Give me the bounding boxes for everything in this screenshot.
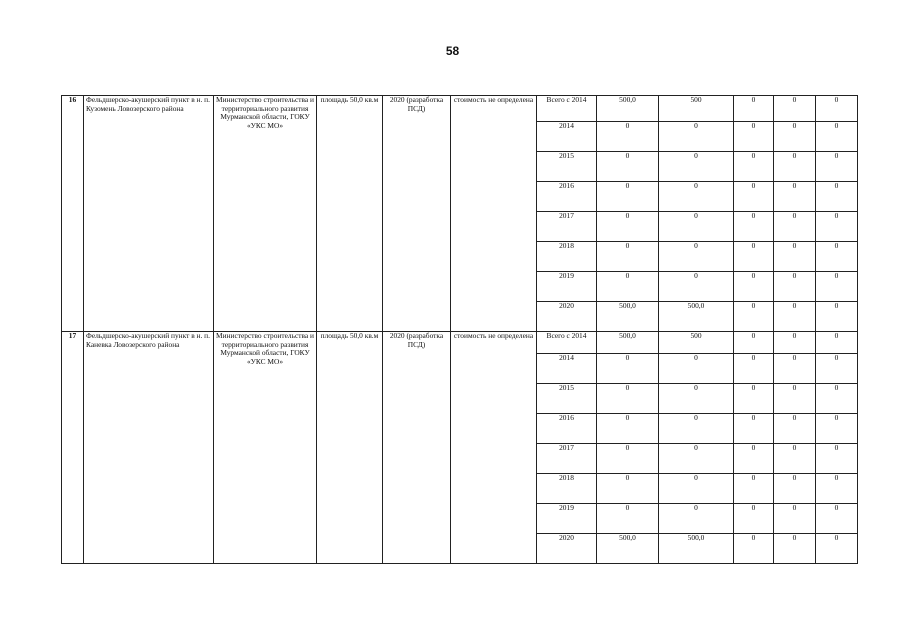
value-cell: 0 xyxy=(734,474,774,504)
year-label: Всего с 2014 xyxy=(537,332,597,354)
value-cell: 0 xyxy=(659,504,734,534)
value-cell: 0 xyxy=(659,122,734,152)
value-cell: 0 xyxy=(774,242,816,272)
value-cell: 0 xyxy=(659,212,734,242)
project-number: 16 xyxy=(62,96,84,332)
value-cell: 0 xyxy=(597,384,659,414)
year-label: 2018 xyxy=(537,242,597,272)
value-cell: 0 xyxy=(659,384,734,414)
value-cell: 0 xyxy=(816,444,858,474)
value-cell: 0 xyxy=(816,302,858,332)
value-cell: 0 xyxy=(734,354,774,384)
value-cell: 0 xyxy=(734,414,774,444)
value-cell: 0 xyxy=(816,384,858,414)
value-cell: 0 xyxy=(774,212,816,242)
year-label: 2019 xyxy=(537,272,597,302)
value-cell: 0 xyxy=(659,414,734,444)
value-cell: 0 xyxy=(734,122,774,152)
value-cell: 0 xyxy=(597,242,659,272)
value-cell: 0 xyxy=(816,474,858,504)
value-cell: 500,0 xyxy=(597,332,659,354)
project-number: 17 xyxy=(62,332,84,564)
value-cell: 0 xyxy=(816,414,858,444)
value-cell: 0 xyxy=(597,414,659,444)
value-cell: 0 xyxy=(734,504,774,534)
value-cell: 0 xyxy=(816,152,858,182)
value-cell: 0 xyxy=(774,414,816,444)
value-cell: 0 xyxy=(659,474,734,504)
value-cell: 0 xyxy=(734,242,774,272)
value-cell: 0 xyxy=(774,182,816,212)
value-cell: 0 xyxy=(816,332,858,354)
value-cell: 0 xyxy=(774,332,816,354)
year-label: 2016 xyxy=(537,414,597,444)
value-cell: 500 xyxy=(659,96,734,122)
project-cost: стоимость не определена xyxy=(451,96,537,332)
table-row xyxy=(62,96,858,122)
value-cell: 0 xyxy=(816,534,858,564)
year-label: 2019 xyxy=(537,504,597,534)
value-cell: 0 xyxy=(774,302,816,332)
project-customer: Министерство строительства и территориального развития Мурманской области, ГОКУ «УКС МО» xyxy=(214,332,317,564)
value-cell: 500,0 xyxy=(597,96,659,122)
value-cell: 0 xyxy=(816,122,858,152)
year-label: Всего с 2014 xyxy=(537,96,597,122)
value-cell: 0 xyxy=(734,534,774,564)
year-label: 2015 xyxy=(537,152,597,182)
value-cell: 0 xyxy=(774,534,816,564)
value-cell: 0 xyxy=(597,474,659,504)
project-capacity: площадь 50,0 кв.м xyxy=(317,332,383,564)
year-label: 2015 xyxy=(537,384,597,414)
value-cell: 0 xyxy=(659,272,734,302)
value-cell: 0 xyxy=(816,182,858,212)
value-cell: 0 xyxy=(659,182,734,212)
value-cell: 0 xyxy=(597,272,659,302)
value-cell: 0 xyxy=(734,212,774,242)
value-cell: 0 xyxy=(774,474,816,504)
project-cost: стоимость не определена xyxy=(451,332,537,564)
year-label: 2017 xyxy=(537,212,597,242)
project-customer: Министерство строительства и территориального развития Мурманской области, ГОКУ «УКС МО» xyxy=(214,96,317,332)
value-cell: 0 xyxy=(816,504,858,534)
year-label: 2014 xyxy=(537,354,597,384)
value-cell: 0 xyxy=(597,182,659,212)
value-cell: 0 xyxy=(734,272,774,302)
project-name: Фельдшерско-акушерский пункт в н. п. Каневка Ловозерского района xyxy=(84,332,214,564)
value-cell: 0 xyxy=(597,354,659,384)
value-cell: 0 xyxy=(774,354,816,384)
year-label: 2016 xyxy=(537,182,597,212)
value-cell: 0 xyxy=(597,504,659,534)
value-cell: 0 xyxy=(734,332,774,354)
value-cell: 0 xyxy=(816,212,858,242)
value-cell: 0 xyxy=(816,354,858,384)
value-cell: 0 xyxy=(774,122,816,152)
value-cell: 0 xyxy=(816,242,858,272)
value-cell: 0 xyxy=(774,152,816,182)
value-cell: 0 xyxy=(734,152,774,182)
value-cell: 0 xyxy=(659,242,734,272)
value-cell: 0 xyxy=(734,302,774,332)
value-cell: 0 xyxy=(734,444,774,474)
value-cell: 0 xyxy=(774,444,816,474)
value-cell: 0 xyxy=(659,354,734,384)
value-cell: 500 xyxy=(659,332,734,354)
year-label: 2017 xyxy=(537,444,597,474)
year-label: 2020 xyxy=(537,302,597,332)
year-label: 2020 xyxy=(537,534,597,564)
value-cell: 0 xyxy=(597,122,659,152)
value-cell: 0 xyxy=(734,384,774,414)
value-cell: 0 xyxy=(597,444,659,474)
value-cell: 0 xyxy=(734,182,774,212)
investment-table xyxy=(61,95,858,564)
value-cell: 0 xyxy=(816,96,858,122)
value-cell: 500,0 xyxy=(659,534,734,564)
year-label: 2014 xyxy=(537,122,597,152)
value-cell: 0 xyxy=(597,212,659,242)
project-name: Фельдшерско-акушерский пункт в н. п. Кузомень Ловозерского района xyxy=(84,96,214,332)
value-cell: 0 xyxy=(774,384,816,414)
value-cell: 500,0 xyxy=(597,302,659,332)
table-row xyxy=(62,332,858,354)
value-cell: 0 xyxy=(774,96,816,122)
value-cell: 500,0 xyxy=(659,302,734,332)
value-cell: 0 xyxy=(734,96,774,122)
value-cell: 0 xyxy=(816,272,858,302)
page-number: 58 xyxy=(445,44,460,58)
value-cell: 0 xyxy=(597,152,659,182)
value-cell: 0 xyxy=(774,272,816,302)
project-year: 2020 (разработка ПСД) xyxy=(383,332,451,564)
project-year: 2020 (разработка ПСД) xyxy=(383,96,451,332)
value-cell: 0 xyxy=(659,444,734,474)
year-label: 2018 xyxy=(537,474,597,504)
project-capacity: площадь 50,0 кв.м xyxy=(317,96,383,332)
value-cell: 0 xyxy=(774,504,816,534)
value-cell: 0 xyxy=(659,152,734,182)
value-cell: 500,0 xyxy=(597,534,659,564)
